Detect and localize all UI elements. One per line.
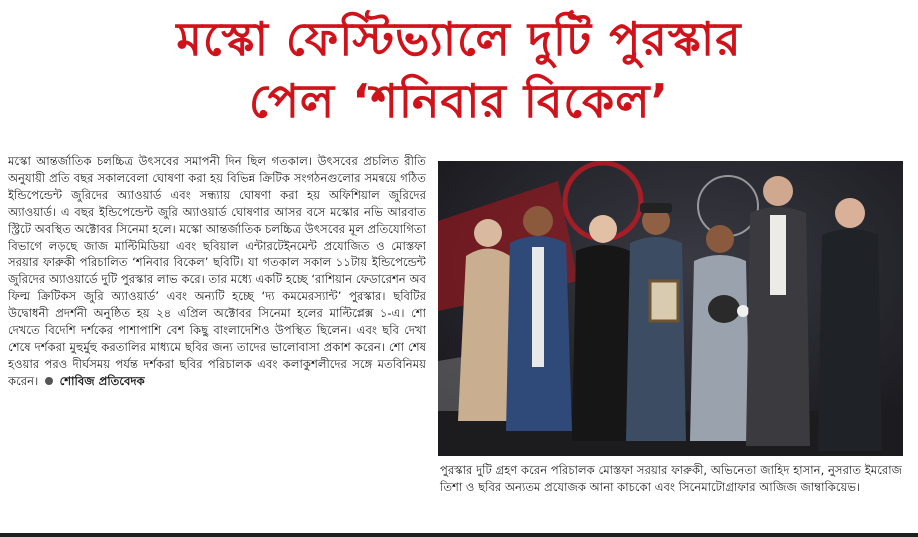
article-text: মস্কো আন্তর্জাতিক চলচ্চিত্র উৎসবের সমাপনী দিন ছিল গতকাল। উৎসবের প্রচলিত রীতি অনুযায়ী প্রতি বছর সকালবেলা ঘোষণা করা হয় বিভিন্ন ক্রিটিক সংগঠনগুলোর সমন্বয়ে গঠিত ইন্ডিপেন্ডেন্ট জুরিদের অ্যাওয়ার্ড এবং সন্ধ্যায় ঘোষণা করা হয় অফিশিয়াল জুরিদের অ্যাওয়ার্ড। এ বছর ইন্ডিপেন্ডেন্ট জুরি অ্যাওয়ার্ড ঘোষণার আসর বসে মস্কোর নভি আরবাত স্ট্রিটে অবস্থিত অক্টোবর সিনেমা হলে। মস্কো আন্তর্জাতিক চলচ্চিত্র উৎসবের মূল প্রতিযোগিতা বিভাগে লড়ছে জাজ মাল্টিমিডিয়া এবং ছবিয়াল এন্টারটেইনমেন্ট প্রযোজিত ও মোস্তফা সরয়ার ফারুকী পরিচালিত ‘শনিবার বিকেল’ ছবিটি। যা গতকাল সকাল ১১টায় ইন্ডিপেন্ডেন্ট জুরিদের অ্যাওয়ার্ডে দুটি পুরস্কার লাভ করে। তার মধ্যে একটি হচ্ছে ‘রাশিয়ান ফেডারেশন অব ফিল্ম ক্রিটিকস জুরি অ্যাওয়ার্ড’ এবং অন্যটি হচ্ছে ‘দ্য কমমেরস্যান্ট’ পুরস্কার। ছবিটির উদ্বোধনী প্রদর্শনী অনুষ্ঠিত হয় ২৪ এপ্রিল অক্টোবর সিনেমা হলের মাল্টিপ্লেক্স ১-এ। শো দেখতে বিদেশি দর্শকের পাশাপাশি বেশ কিছু বাংলাদেশিও উপস্থিত ছিলেন। এবং ছবি দেখা শেষে দর্শকরা মুহুর্মুহু করতালির মাধ্যমে ছবির জন্য তাদের ভালোবাসা প্রকাশ করেন। শো শেষ হওয়ার পরও দীর্ঘসময় পর্যন্ত দর্শকরা ছবির পরিচালক এবং কলাকুশলীদের সঙ্গে মতবিনিময় করেন। (8, 154, 426, 388)
group-photo-illustration (438, 161, 903, 456)
byline: শোবিজ প্রতিবেদক (59, 373, 145, 388)
bottom-rule (0, 533, 918, 537)
article-body (8, 153, 426, 528)
headline (0, 8, 918, 132)
headline-line-1: মস্কো ফেস্টিভ্যালে দুটি পুরস্কার (176, 12, 742, 66)
photo-caption: পুরস্কার দুটি গ্রহণ করেন পরিচালক মোস্তফা সরয়ার ফারুকী, অভিনেতা জাহিদ হাসান, নুসরাত ইমরোজ তিশা ও ছবির অন্যতম প্রযোজক আনা কাচকো এবং সিনেমাটোগ্রাফার আজিজ জাম্বাকিয়েভ। (440, 463, 902, 494)
headline-line-2: পেল ‘শনিবার বিকেল’ (249, 74, 669, 128)
bullet-icon (45, 377, 53, 385)
news-photo (438, 161, 903, 456)
